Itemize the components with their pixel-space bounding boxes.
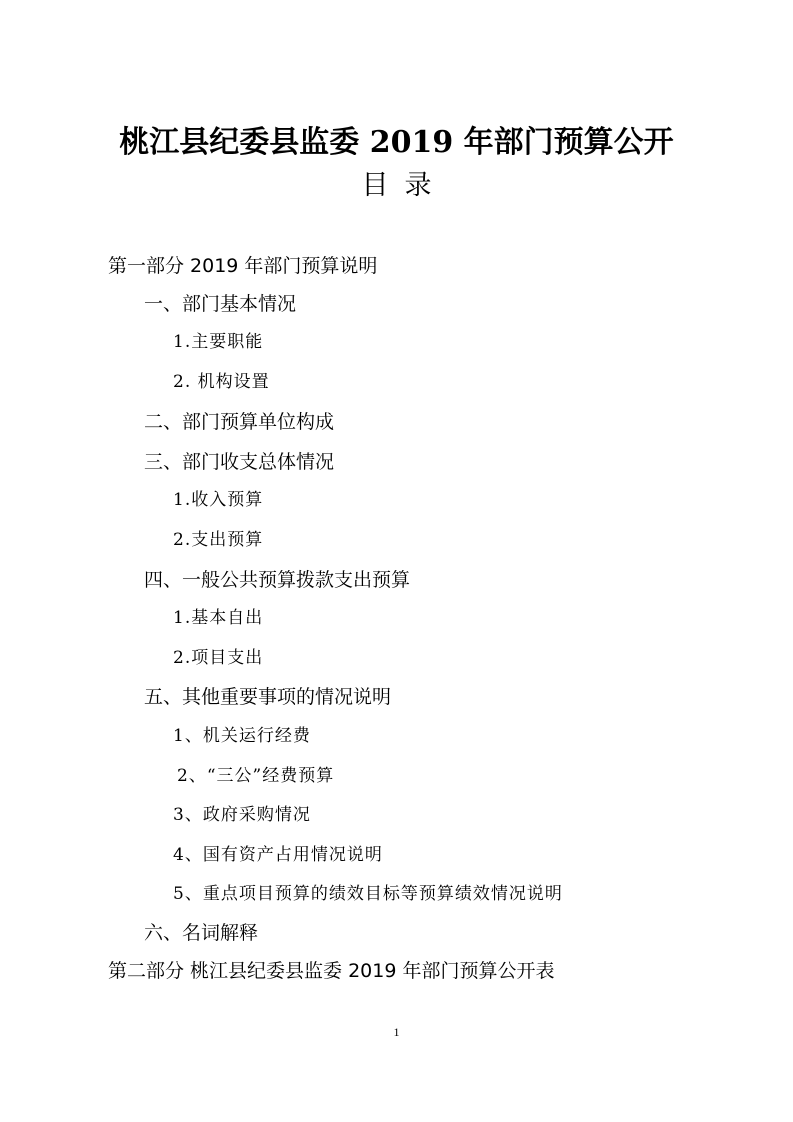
page-number: 1 bbox=[393, 1025, 400, 1039]
toc-section-4: 四、一般公共预算拨款支出预算 bbox=[144, 569, 411, 591]
toc-item-3-2: 2.支出预算 bbox=[173, 530, 264, 550]
toc-item-1-2: 2. 机构设置 bbox=[173, 372, 270, 392]
toc-section-2: 二、部门预算单位构成 bbox=[144, 411, 335, 433]
toc-item-5-3: 3、政府采购情况 bbox=[173, 805, 311, 825]
document-title: 桃江县纪委县监委 2019 年部门预算公开 bbox=[119, 125, 674, 160]
toc-item-5-5: 5、重点项目预算的绩效目标等预算绩效情况说明 bbox=[173, 884, 563, 904]
toc-item-4-2: 2.项目支出 bbox=[173, 648, 264, 668]
toc-item-5-2: 2、“三公”经费预算 bbox=[177, 766, 335, 786]
toc-section-3: 三、部门收支总体情况 bbox=[144, 451, 335, 473]
toc-part-1: 第一部分 2019 年部门预算说明 bbox=[108, 255, 378, 277]
toc-item-3-1: 1.收入预算 bbox=[173, 490, 264, 510]
toc-item-4-1: 1.基本自出 bbox=[173, 608, 264, 628]
toc-part-2: 第二部分 桃江县纪委县监委 2019 年部门预算公开表 bbox=[108, 960, 555, 982]
toc-section-6: 六、名词解释 bbox=[144, 922, 259, 944]
toc-item-5-4: 4、国有资产占用情况说明 bbox=[173, 845, 383, 865]
toc-item-5-1: 1、机关运行经费 bbox=[173, 726, 311, 746]
toc-section-1: 一、部门基本情况 bbox=[144, 293, 297, 315]
toc-section-5: 五、其他重要事项的情况说明 bbox=[144, 686, 392, 708]
toc-item-1-1: 1.主要职能 bbox=[173, 332, 264, 352]
toc-heading: 目录 bbox=[361, 170, 448, 201]
